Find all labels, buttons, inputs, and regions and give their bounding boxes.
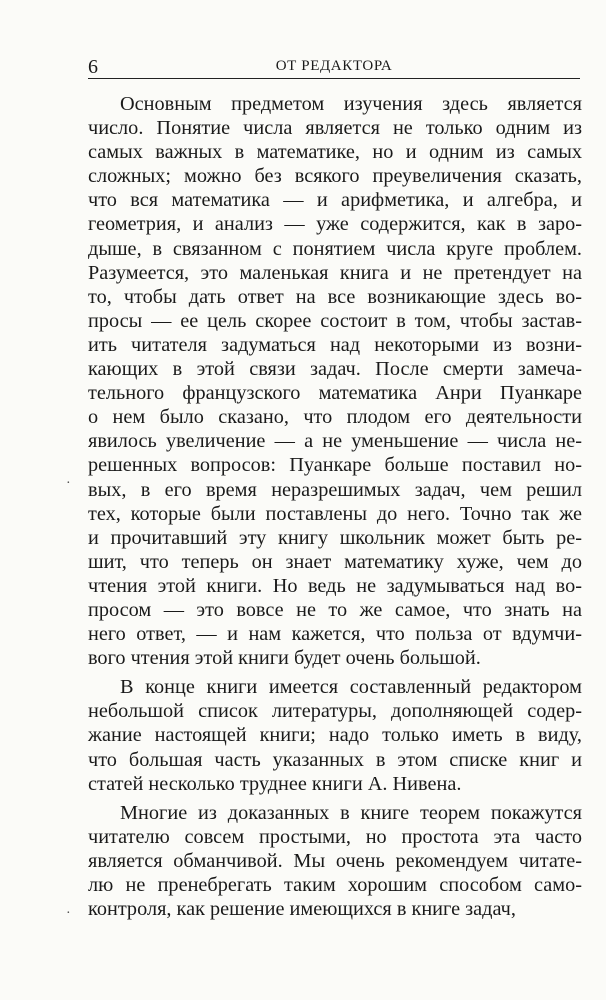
text-line: просом — это вовсе не то же самое, что знать на [88,598,582,621]
text-line: решенных вопросов: Пуанкаре больше поставил но- [88,454,582,477]
text-line: шит, что теперь он знает математику хуже, чем до [88,550,582,573]
running-head: ОТ РЕДАКТОРА [275,58,393,74]
body-text [88,92,582,926]
paragraph [88,92,582,670]
text-line: то, чтобы дать ответ на все возникающие здесь во- [88,285,582,308]
page-number: 6 [88,56,98,78]
text-line: является обманчивой. Мы очень рекомендуем читате- [88,849,582,872]
text-line: просы — ее цель скорее состоит в том, чтобы застав- [88,309,582,332]
paragraph [88,801,582,921]
text-line: число. Понятие числа является не только одним из [88,117,582,140]
text-line: вого чтения этой книги будет очень большой. [88,647,481,670]
text-line: самых важных в математике, но и одним из самых [88,141,582,164]
text-line: о нем было сказано, что плодом его деятельности [88,406,582,429]
text-line: Основным предметом изучения здесь является [120,93,582,115]
text-line: и прочитавший эту книгу школьник может быть ре- [88,526,582,549]
text-line: статей несколько труднее книги А. Нивена. [88,772,462,795]
text-line: Разумеется, это маленькая книга и не претендует на [88,261,582,284]
margin-dot-mark: · [66,906,71,921]
text-line: вых, в его время неразрешимых задач, чем решил [88,478,582,501]
text-line: что большая часть указанных в этом списке книг и [88,748,582,771]
text-line: контроля, как решение имеющихся в книге задач, [88,898,516,921]
page-header [88,54,580,79]
text-line: сложных; можно без всякого преувеличения сказать, [88,165,582,188]
text-line: геометрия, и анализ — уже содержится, как в заро- [88,213,582,236]
text-line: В конце книги имеется составленный редактором [120,676,582,699]
text-line: тельного французского математика Анри Пуанкаре [88,382,582,405]
text-line: небольшой список литературы, дополняющей содер- [88,700,582,723]
text-line: кающих в этой связи задач. После смерти замеча- [88,358,582,381]
text-line: Многие из доказанных в книге теорем покажутся [120,801,582,824]
text-line: лю не пренебрегать таким хорошим способом само- [88,874,582,896]
text-line: что вся математика — и арифметика, и алгебра, и [88,189,582,212]
text-line: дыше, в связанном с понятием числа круге проблем. [88,237,582,260]
margin-dot-mark: · [66,476,71,491]
text-line: жание настоящей книги; надо только иметь в виду, [88,724,582,747]
text-line: читателю совсем простыми, но простота эта часто [88,825,582,848]
paragraph [88,675,582,795]
text-line: тех, которые были поставлены до него. Точно так же [88,502,582,525]
text-line: явилось увеличение — а не уменьшение — числа не- [88,430,582,453]
text-line: него ответ, — и нам кажется, что польза от вдумчи- [88,623,582,646]
text-line: чтения этой книги. Но ведь не задумываться над во- [88,574,582,597]
text-line: ить читателя задуматься над некоторыми из возни- [88,333,582,356]
